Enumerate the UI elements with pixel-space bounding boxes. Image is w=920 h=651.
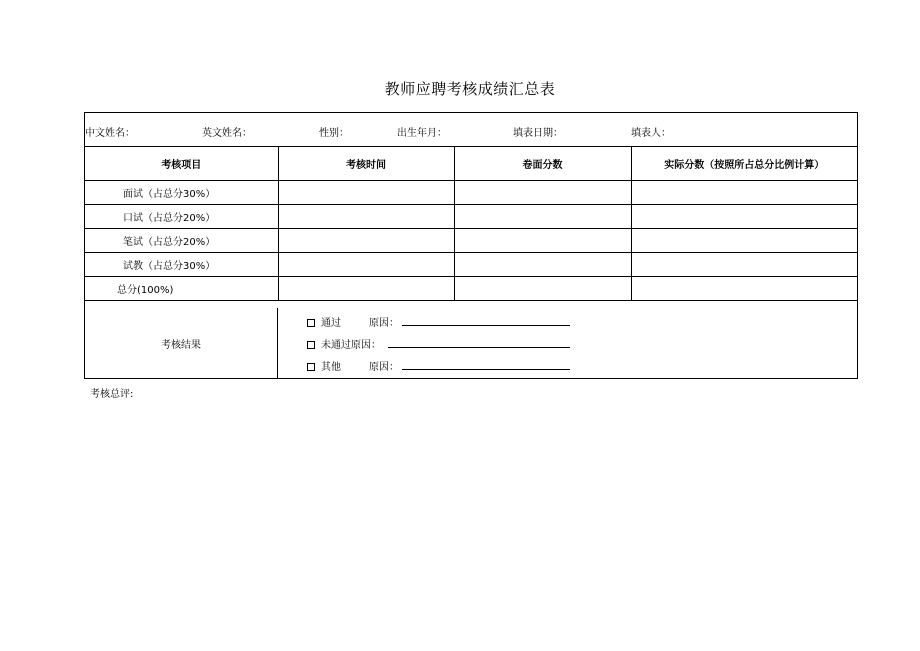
fill-date-label: 填表日期：: [513, 128, 563, 139]
reason-underline[interactable]: [388, 346, 570, 348]
table-header-row: [85, 147, 857, 180]
result-label: 考核结果: [85, 308, 278, 378]
cell-actual-score[interactable]: [631, 204, 857, 228]
checkbox-icon[interactable]: [307, 363, 315, 371]
option-pass-reason: 原因：: [369, 318, 399, 329]
checkbox-icon[interactable]: [307, 341, 315, 349]
comment-label: 考核总评:: [90, 389, 134, 400]
cell-paper-score[interactable]: [454, 204, 631, 228]
row-item-oral: 口试（占总分20%）: [123, 212, 216, 224]
result-row: [85, 308, 857, 378]
cell-actual-score[interactable]: [631, 180, 857, 204]
checkbox-icon[interactable]: [307, 319, 315, 327]
assessment-form: [84, 112, 858, 379]
cell-time[interactable]: [278, 228, 454, 252]
personal-info-row: [85, 113, 857, 147]
option-other[interactable]: [307, 358, 399, 373]
reason-underline[interactable]: [402, 324, 570, 326]
form-title: 教师应聘考核成绩汇总表: [384, 80, 556, 98]
birth-date-label: 出生年月：: [397, 128, 447, 139]
cell-paper-score[interactable]: [454, 228, 631, 252]
row-item-written: 笔试（占总分20%）: [123, 236, 216, 248]
row-item-teaching: 试教（占总分30%）: [123, 260, 216, 272]
header-actual-score: 实际分数（按照所占总分比例计算）: [631, 147, 857, 180]
score-table: [85, 147, 857, 301]
cell-actual-score[interactable]: [631, 252, 857, 276]
table-row: [85, 180, 857, 204]
option-pass[interactable]: [307, 314, 399, 329]
cell-actual-score[interactable]: [631, 276, 857, 300]
cell-paper-score[interactable]: [454, 180, 631, 204]
table-row: [85, 252, 857, 276]
cell-paper-score[interactable]: [454, 276, 631, 300]
cell-paper-score[interactable]: [454, 252, 631, 276]
reason-underline[interactable]: [402, 368, 570, 370]
gender-label: 性别：: [319, 128, 349, 139]
option-fail[interactable]: [307, 336, 381, 351]
header-time: 考核时间: [278, 147, 454, 180]
chinese-name-label: 中文姓名：: [85, 128, 135, 139]
table-row: [85, 204, 857, 228]
english-name-label: 英文姓名：: [202, 128, 252, 139]
cell-time[interactable]: [278, 276, 454, 300]
cell-actual-score[interactable]: [631, 228, 857, 252]
option-other-reason: 原因：: [369, 362, 399, 373]
header-item: 考核项目: [85, 147, 278, 180]
header-paper-score: 卷面分数: [454, 147, 631, 180]
table-row: [85, 276, 857, 300]
table-row: [85, 228, 857, 252]
row-item-interview: 面试（占总分30%）: [123, 188, 216, 200]
filler-label: 填表人：: [631, 128, 671, 139]
cell-time[interactable]: [278, 204, 454, 228]
option-pass-text: 通过: [321, 318, 341, 329]
row-item-total: 总分(100%): [117, 284, 174, 296]
cell-time[interactable]: [278, 180, 454, 204]
option-fail-text: 未通过原因：: [321, 340, 381, 351]
option-other-text: 其他: [321, 362, 341, 373]
cell-time[interactable]: [278, 252, 454, 276]
